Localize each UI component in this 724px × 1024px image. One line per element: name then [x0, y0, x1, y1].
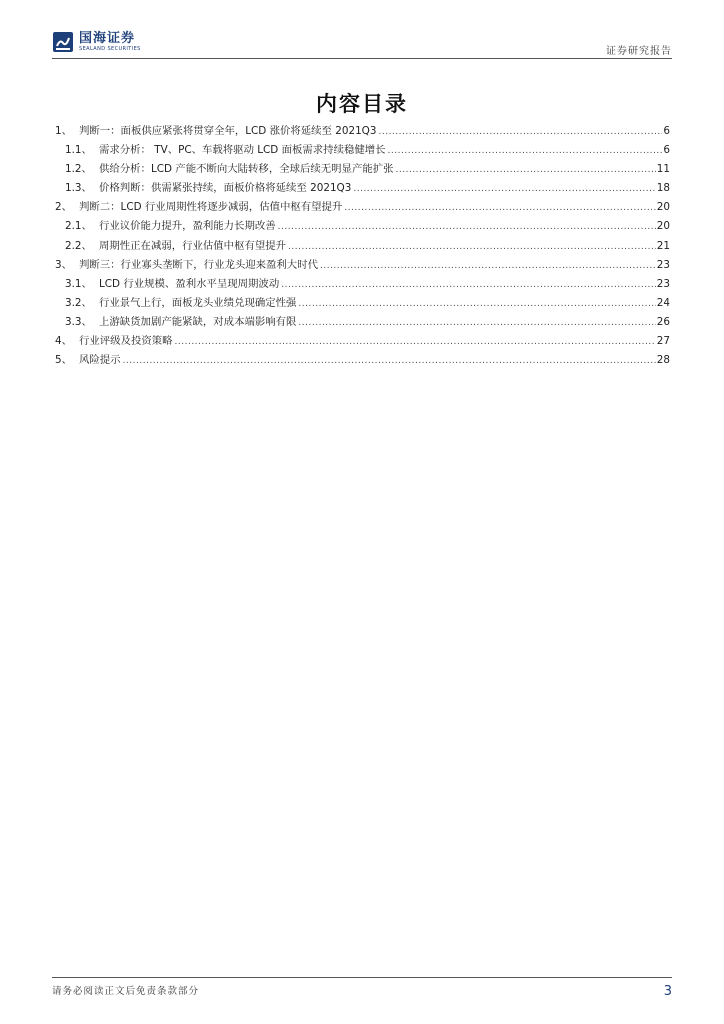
toc-entry-number: 3、 — [55, 258, 73, 271]
toc-entry[interactable] — [55, 237, 670, 256]
toc-entry-page: 23 — [656, 258, 670, 271]
toc-entry-number: 1.3、 — [65, 182, 92, 195]
toc-entry[interactable] — [55, 179, 670, 198]
toc-entry[interactable] — [55, 217, 670, 236]
toc-dot-leader — [396, 165, 656, 175]
toc-entry-page: 21 — [656, 239, 670, 252]
toc-entry[interactable] — [55, 313, 670, 332]
toc-entry-number: 4、 — [55, 335, 73, 348]
toc-entry-page: 20 — [656, 201, 670, 214]
page-title: 内容目录 — [316, 92, 408, 116]
toc-entry[interactable] — [55, 198, 670, 217]
toc-dot-leader — [278, 222, 656, 232]
toc-entry-page: 6 — [663, 144, 670, 157]
toc-entry-page: 24 — [656, 296, 670, 309]
logo-chinese-name: 国海证券 — [79, 30, 136, 46]
toc-entry-number: 2.1、 — [65, 220, 92, 233]
toc-dot-leader — [298, 299, 655, 309]
toc-entry-number: 3.2、 — [65, 296, 92, 309]
toc-entry[interactable] — [55, 275, 670, 294]
toc-entry-title: 行业评级及投资策略 — [79, 335, 173, 348]
toc-dot-leader — [298, 318, 655, 328]
toc-entry-page: 26 — [656, 315, 670, 328]
toc-entry-number: 3.3、 — [65, 315, 92, 328]
toc-entry-title: 周期性正在减弱，行业估值中枢有望提升 — [99, 239, 287, 252]
toc-entry-number: 1.1、 — [65, 144, 92, 157]
toc-entry-page: 11 — [656, 163, 670, 176]
toc-dot-leader — [388, 146, 663, 156]
toc-entry-page: 27 — [656, 335, 670, 348]
logo-english-name: SEALAND SECURITIES — [79, 45, 141, 52]
toc-dot-leader — [123, 356, 656, 366]
toc-dot-leader — [353, 184, 655, 194]
toc-entry[interactable] — [55, 351, 670, 370]
toc-entry-title: 上游缺货加剧产能紧缺，对成本端影响有限 — [99, 315, 297, 328]
toc-entry-number: 2.2、 — [65, 239, 92, 252]
toc-entry-number: 3.1、 — [65, 277, 92, 290]
toc-entry-page: 20 — [656, 220, 670, 233]
footer-disclaimer: 请务必阅读正文后免责条款部分 — [52, 986, 200, 997]
toc-entry-title: 行业议价能力提升，盈利能力长期改善 — [99, 220, 276, 233]
report-type-label: 证券研究报告 — [606, 46, 672, 57]
toc-entry[interactable] — [55, 332, 670, 351]
toc-entry-number: 5、 — [55, 354, 73, 367]
toc-dot-leader — [344, 203, 655, 213]
logo-emblem-icon — [52, 31, 74, 53]
toc-entry-number: 1.2、 — [65, 163, 92, 176]
toc-entry-page: 23 — [656, 277, 670, 290]
toc-entry-title: LCD 行业规模、盈利水平呈现周期波动 — [99, 277, 280, 290]
toc-entry[interactable] — [55, 122, 670, 141]
toc-entry-page: 28 — [656, 354, 670, 367]
toc-entry[interactable] — [55, 160, 670, 179]
toc-entry[interactable] — [55, 141, 670, 160]
toc-dot-leader — [288, 242, 656, 252]
toc-dot-leader — [378, 127, 662, 137]
toc-entry-title: 行业景气上行，面板龙头业绩兑现确定性强 — [99, 296, 297, 309]
toc-entry-number: 2、 — [55, 201, 73, 214]
toc-entry[interactable] — [55, 294, 670, 313]
toc-entry-number: 1、 — [55, 125, 73, 137]
toc-entry-page: 6 — [663, 125, 670, 137]
toc-dot-leader — [281, 280, 656, 290]
page-number: 3 — [663, 984, 672, 999]
page-header — [52, 28, 672, 58]
toc-entry-title: 判断三：行业寡头垄断下，行业龙头迎来盈利大时代 — [79, 258, 318, 271]
toc-entry-title: 风险提示 — [79, 354, 121, 367]
toc-entry-title: 供给分析：LCD 产能不断向大陆转移，全球后续无明显产能扩张 — [99, 163, 394, 176]
toc-entry-page: 18 — [656, 182, 670, 195]
toc-dot-leader — [175, 337, 656, 347]
footer-divider — [52, 977, 672, 978]
toc-entry-title: 判断二：LCD 行业周期性将逐步减弱，估值中枢有望提升 — [79, 201, 343, 214]
toc-entry-title: 判断一：面板供应紧张将贯穿全年，LCD 涨价将延续至 2021Q3 — [79, 125, 377, 137]
toc-entry-title: 价格判断：供需紧张持续，面板价格将延续至 2021Q3 — [99, 182, 352, 195]
toc-entry-title: 需求分析： TV、PC、车载将驱动 LCD 面板需求持续稳健增长 — [99, 144, 386, 157]
table-of-contents — [55, 122, 670, 370]
toc-dot-leader — [320, 261, 656, 271]
toc-entry[interactable] — [55, 256, 670, 275]
company-logo — [52, 31, 141, 53]
header-divider — [52, 58, 672, 59]
